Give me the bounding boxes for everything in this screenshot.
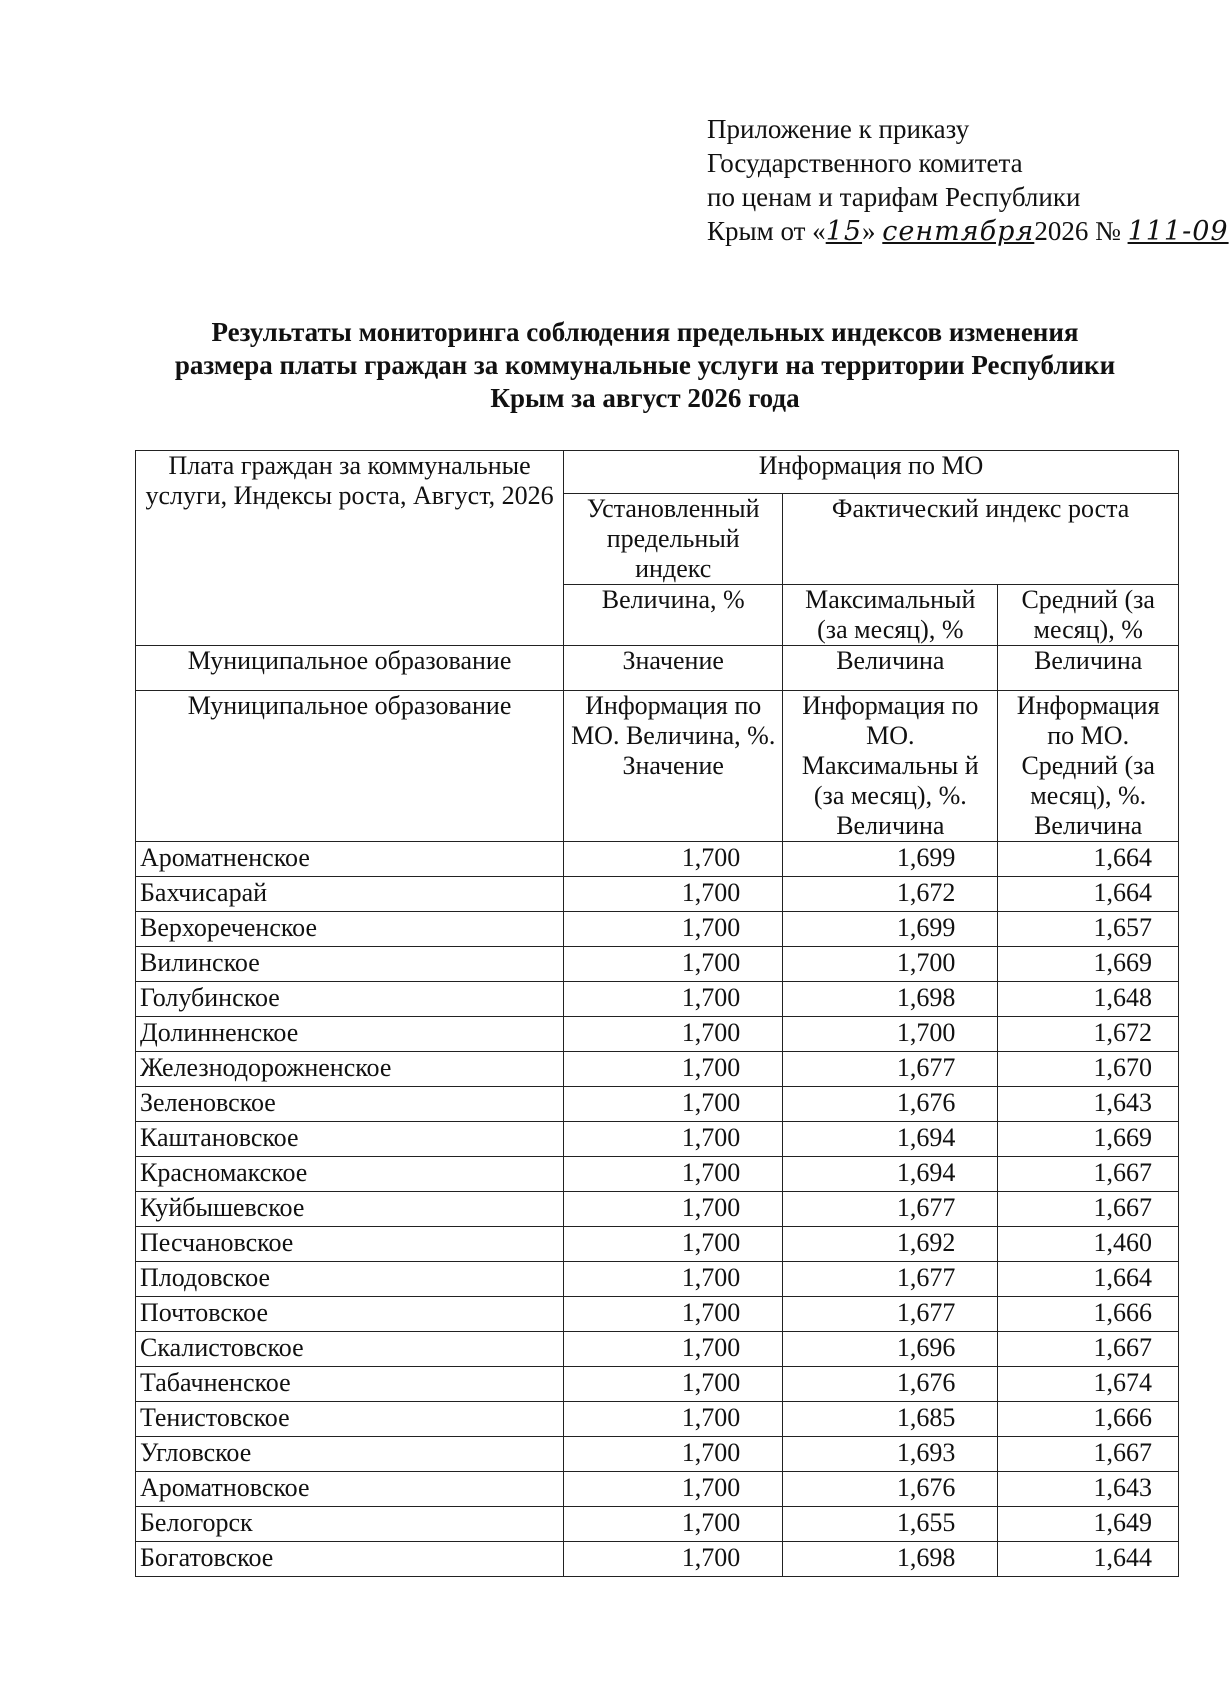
table-row [136, 982, 1179, 1017]
cell-municipality: Бахчисарай [136, 877, 564, 912]
cell-avg-value: 1,667 [998, 1437, 1179, 1472]
header-info-avg: Информация по МО. Средний (за месяц), %. Величина [998, 691, 1179, 842]
table-row [136, 1437, 1179, 1472]
cell-max-value: 1,676 [783, 1087, 998, 1122]
header-info-mo: Информация по МО [564, 451, 1179, 494]
cell-limit-value: 1,700 [564, 1227, 783, 1262]
cell-avg-value: 1,669 [998, 1122, 1179, 1157]
cell-limit-value: 1,700 [564, 1192, 783, 1227]
cell-max-value: 1,677 [783, 1297, 998, 1332]
cell-avg-value: 1,664 [998, 877, 1179, 912]
cell-avg-value: 1,643 [998, 1472, 1179, 1507]
header-row-4 [136, 646, 1179, 691]
cell-max-value: 1,694 [783, 1122, 998, 1157]
cell-max-value: 1,672 [783, 877, 998, 912]
annex-year: 2026 № [1034, 216, 1128, 246]
cell-municipality: Белогорск [136, 1507, 564, 1542]
table-row [136, 912, 1179, 947]
cell-avg-value: 1,666 [998, 1297, 1179, 1332]
header-established-index: Установленный предельный индекс [564, 494, 783, 585]
table-row [136, 1507, 1179, 1542]
cell-avg-value: 1,648 [998, 982, 1179, 1017]
table-row [136, 1297, 1179, 1332]
table-row [136, 1017, 1179, 1052]
header-value-pct: Величина, % [564, 585, 783, 646]
table-row [136, 1122, 1179, 1157]
cell-max-value: 1,700 [783, 1017, 998, 1052]
header-info-value: Информация по МО. Величина, %. Значение [564, 691, 783, 842]
cell-avg-value: 1,460 [998, 1227, 1179, 1262]
cell-limit-value: 1,700 [564, 1122, 783, 1157]
cell-limit-value: 1,700 [564, 877, 783, 912]
cell-municipality: Долинненское [136, 1017, 564, 1052]
cell-max-value: 1,676 [783, 1367, 998, 1402]
cell-avg-value: 1,664 [998, 842, 1179, 877]
cell-avg-value: 1,666 [998, 1402, 1179, 1437]
cell-municipality: Куйбышевское [136, 1192, 564, 1227]
cell-municipality: Плодовское [136, 1262, 564, 1297]
header-row-5 [136, 691, 1179, 842]
title-line-3: Крым за август 2026 года [490, 383, 800, 413]
cell-limit-value: 1,700 [564, 1542, 783, 1577]
cell-municipality: Угловское [136, 1437, 564, 1472]
cell-avg-value: 1,664 [998, 1262, 1179, 1297]
header-velichina-avg: Величина [998, 646, 1179, 691]
cell-limit-value: 1,700 [564, 1262, 783, 1297]
cell-municipality: Зеленовское [136, 1087, 564, 1122]
annex-line-1: Приложение к приказу [707, 114, 970, 144]
annex-line-3: по ценам и тарифам Республики [707, 182, 1081, 212]
table-row [136, 1227, 1179, 1262]
cell-limit-value: 1,700 [564, 982, 783, 1017]
cell-limit-value: 1,700 [564, 1367, 783, 1402]
cell-max-value: 1,676 [783, 1472, 998, 1507]
cell-max-value: 1,698 [783, 1542, 998, 1577]
handwritten-day: 15 [825, 216, 863, 247]
cell-limit-value: 1,700 [564, 1402, 783, 1437]
cell-limit-value: 1,700 [564, 1052, 783, 1087]
cell-municipality: Табачненское [136, 1367, 564, 1402]
cell-max-value: 1,655 [783, 1507, 998, 1542]
table-row [136, 1052, 1179, 1087]
cell-municipality: Железнодорожненское [136, 1052, 564, 1087]
header-mo-2: Муниципальное образование [136, 691, 564, 842]
table-row [136, 1367, 1179, 1402]
table-row [136, 947, 1179, 982]
cell-limit-value: 1,700 [564, 1332, 783, 1367]
header-znachenie: Значение [564, 646, 783, 691]
header-velichina-max: Величина [783, 646, 998, 691]
header-mo: Муниципальное образование [136, 646, 564, 691]
cell-max-value: 1,696 [783, 1332, 998, 1367]
cell-max-value: 1,693 [783, 1437, 998, 1472]
monitoring-table [135, 450, 1179, 1577]
cell-max-value: 1,677 [783, 1262, 998, 1297]
cell-municipality: Голубинское [136, 982, 564, 1017]
header-max-pct: Максимальный (за месяц), % [783, 585, 998, 646]
handwritten-month: сентября [882, 216, 1035, 247]
cell-limit-value: 1,700 [564, 1297, 783, 1332]
cell-max-value: 1,694 [783, 1157, 998, 1192]
annex-date-mid: » [862, 216, 883, 246]
cell-limit-value: 1,700 [564, 842, 783, 877]
cell-limit-value: 1,700 [564, 947, 783, 982]
cell-municipality: Почтовское [136, 1297, 564, 1332]
cell-max-value: 1,677 [783, 1192, 998, 1227]
cell-municipality: Красномакское [136, 1157, 564, 1192]
table-row [136, 1087, 1179, 1122]
cell-avg-value: 1,657 [998, 912, 1179, 947]
cell-limit-value: 1,700 [564, 1017, 783, 1052]
header-info-max: Информация по МО. Максимальны й (за месяц), %. Величина [783, 691, 998, 842]
cell-avg-value: 1,670 [998, 1052, 1179, 1087]
cell-max-value: 1,700 [783, 947, 998, 982]
cell-max-value: 1,692 [783, 1227, 998, 1262]
table-row [136, 1262, 1179, 1297]
cell-avg-value: 1,674 [998, 1367, 1179, 1402]
cell-municipality: Богатовское [136, 1542, 564, 1577]
cell-avg-value: 1,672 [998, 1017, 1179, 1052]
cell-limit-value: 1,700 [564, 1157, 783, 1192]
cell-municipality: Тенистовское [136, 1402, 564, 1437]
annex-block [707, 112, 1229, 249]
table-row [136, 1192, 1179, 1227]
cell-avg-value: 1,667 [998, 1157, 1179, 1192]
cell-limit-value: 1,700 [564, 912, 783, 947]
cell-municipality: Каштановское [136, 1122, 564, 1157]
cell-limit-value: 1,700 [564, 1437, 783, 1472]
title-line-2: размера платы граждан за коммунальные услуги на территории Республики [174, 350, 1116, 380]
title-line-1: Результаты мониторинга соблюдения предельных индексов изменения [211, 317, 1079, 347]
cell-municipality: Песчановское [136, 1227, 564, 1262]
table-row [136, 1402, 1179, 1437]
header-actual-index: Фактический индекс роста [783, 494, 1179, 585]
cell-avg-value: 1,644 [998, 1542, 1179, 1577]
cell-avg-value: 1,667 [998, 1332, 1179, 1367]
cell-municipality: Скалистовское [136, 1332, 564, 1367]
cell-max-value: 1,699 [783, 912, 998, 947]
table-row [136, 877, 1179, 912]
cell-limit-value: 1,700 [564, 1507, 783, 1542]
table-row [136, 842, 1179, 877]
cell-max-value: 1,685 [783, 1402, 998, 1437]
table-row [136, 1472, 1179, 1507]
cell-limit-value: 1,700 [564, 1472, 783, 1507]
annex-date-prefix: Крым от « [707, 216, 826, 246]
handwritten-order-number: 111-09 [1127, 216, 1229, 247]
table-row [136, 1332, 1179, 1367]
cell-max-value: 1,698 [783, 982, 998, 1017]
table-row [136, 1542, 1179, 1577]
cell-avg-value: 1,643 [998, 1087, 1179, 1122]
cell-avg-value: 1,667 [998, 1192, 1179, 1227]
cell-avg-value: 1,649 [998, 1507, 1179, 1542]
cell-limit-value: 1,700 [564, 1087, 783, 1122]
cell-avg-value: 1,669 [998, 947, 1179, 982]
table-row [136, 1157, 1179, 1192]
cell-municipality: Ароматненское [136, 842, 564, 877]
annex-line-2: Государственного комитета [707, 148, 1023, 178]
document-title [130, 316, 1160, 415]
header-payment-indices: Плата граждан за коммунальные услуги, Индексы роста, Август, 2026 [136, 451, 564, 646]
cell-municipality: Вилинское [136, 947, 564, 982]
cell-municipality: Ароматновское [136, 1472, 564, 1507]
header-avg-pct: Средний (за месяц), % [998, 585, 1179, 646]
cell-max-value: 1,699 [783, 842, 998, 877]
annex-line-4 [707, 214, 1229, 249]
cell-max-value: 1,677 [783, 1052, 998, 1087]
cell-municipality: Верхореченское [136, 912, 564, 947]
header-row-1 [136, 451, 1179, 494]
